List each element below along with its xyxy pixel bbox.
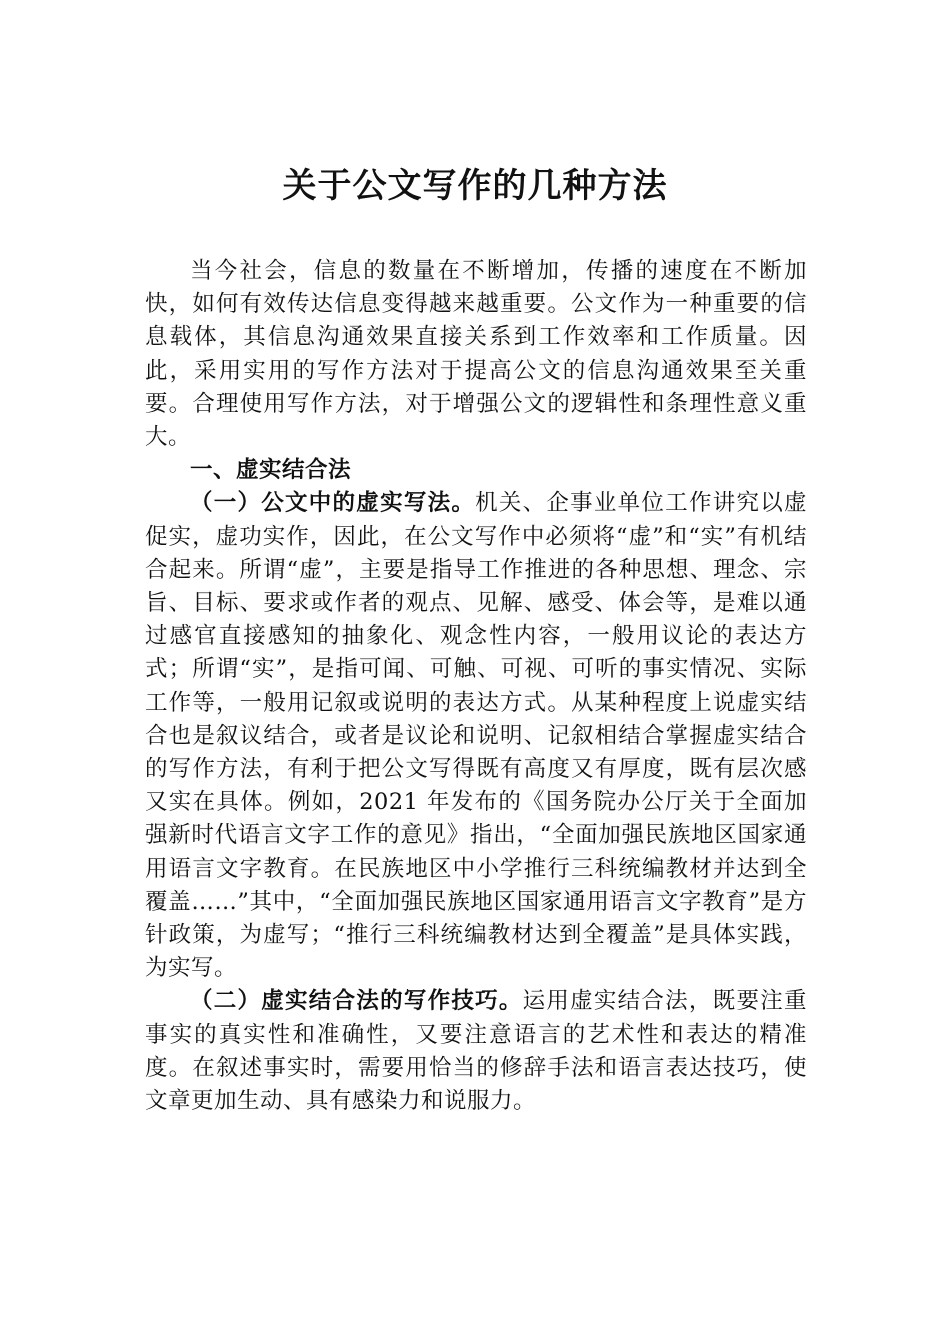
paragraph-lead: （二）虚实结合法的写作技巧。: [190, 988, 523, 1015]
paragraph-body: 运用虚实结合法，既要注重事实的真实性和准确性，又要注意语言的艺术性和表达的精准度。在叙述事实时，需要用恰当的修辞手法和语言表达技巧，使文章更加生动、具有感染力和说服力。: [145, 988, 807, 1115]
intro-paragraph: 当今社会，信息的数量在不断增加，传播的速度在不断加快，如何有效传达信息变得越来越重要。公文作为一种重要的信息载体，其信息沟通效果直接关系到工作效率和工作质量。因此，采用实用的写作方法对于提高公文的信息沟通效果至关重要。合理使用写作方法，对于增强公文的逻辑性和条理性意义重大。: [145, 258, 807, 451]
paragraph-lead: （一）公文中的虚实写法。: [190, 490, 476, 517]
paragraph-virtual-real-writing: [145, 487, 807, 985]
document-title: 关于公文写作的几种方法: [282, 166, 668, 206]
section-heading: 一、虚实结合法: [190, 457, 352, 484]
paragraph-body: 机关、企事业单位工作讲究以虚促实，虚功实作，因此，在公文写作中必须将“虚”和“实”有机结合起来。所谓“虚”，主要是指导工作推进的各种思想、理念、宗旨、目标、要求或作者的观点、见解、感受、体会等，是难以通过感官直接感知的抽象化、观念性内容，一般用议论的表达方式；所谓“实”，是指可闻、可触、可视、可听的事实情况、实际工作等，一般用记叙或说明的表达方式。从某种程度上说虚实结合也是叙议结合，或者是议论和说明、记叙相结合掌握虚实结合的写作方法，有利于把公文写得既有高度又有厚度，既有层次感又实在具体。例如，2021 年发布的《国务院办公厅关于全面加强新时代语言文字工作的意见》指出，“全面加强民族地区国家通用语言文字教育。在民族地区中小学推行三科统编教材并达到全覆盖……”其中，“全面加强民族地区国家通用语言文字教育”是方针政策，为虚写；“推行三科统编教材达到全覆盖”是具体实践，为实写。: [145, 490, 807, 982]
document-body: [145, 255, 807, 1118]
paragraph-writing-techniques: [145, 985, 807, 1118]
